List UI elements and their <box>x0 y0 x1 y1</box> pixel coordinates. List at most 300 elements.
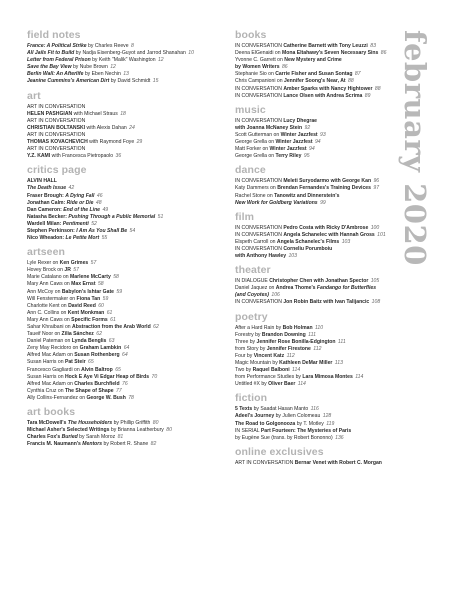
section-title: dance <box>235 164 266 177</box>
entry-text: by Saadat Hasan Manto <box>252 406 310 413</box>
toc-entry[interactable] <box>27 281 227 288</box>
page-number: 59 <box>101 295 109 302</box>
page-number: 49 <box>101 206 109 213</box>
entry-text: Save the Bay View <box>27 64 72 71</box>
page-number: 55 <box>100 235 108 242</box>
entry-text: IN CONVERSATION <box>235 85 284 92</box>
entry-text: Mentors <box>82 441 103 448</box>
page-number: 64 <box>120 352 128 359</box>
toc-entry[interactable] <box>235 278 410 285</box>
entry-text: France: A Political Strike <box>27 43 87 49</box>
entry-text: Elspeth Carroll on <box>235 238 277 245</box>
entry-text: Berlin Wall: An Afterlife <box>27 71 84 78</box>
entry-text: Sahar Khraibani on <box>27 324 73 330</box>
entry-text: by Keith "Malik" Washington <box>90 57 157 64</box>
entry-text: Charles Burchfield <box>74 380 120 387</box>
toc-entry[interactable] <box>235 325 410 332</box>
page-number: 12 <box>157 57 164 64</box>
toc-entry[interactable] <box>27 132 227 139</box>
entry-text: Specific Forms <box>71 316 108 323</box>
page-number: 136 <box>335 434 344 441</box>
entry-text: Angela Schanelec's Films <box>276 238 340 245</box>
toc-entry[interactable] <box>235 367 410 374</box>
entry-text: (and Coyotes) <box>235 292 269 299</box>
toc-entry[interactable] <box>27 260 227 267</box>
toc-entry[interactable] <box>27 57 227 64</box>
toc-entry[interactable] <box>235 139 410 146</box>
section-title: art books <box>27 406 76 419</box>
page-number: 52 <box>89 220 97 227</box>
entry-text: from Story by <box>235 345 267 352</box>
toc-entry[interactable] <box>27 185 227 192</box>
toc-entry[interactable] <box>27 359 227 366</box>
section-poetry <box>235 312 410 389</box>
entry-text: from Performance Studies by <box>235 374 303 381</box>
page-number: 8 <box>130 43 134 49</box>
toc-entry[interactable] <box>27 345 227 352</box>
toc-entry[interactable] <box>235 374 410 381</box>
toc-entry[interactable] <box>235 50 410 57</box>
entry-text: with Francesca Pietropaolo <box>50 153 115 160</box>
page-number: 60 <box>96 302 104 309</box>
page-number: 100 <box>369 224 380 231</box>
entry-text: ART IN CONVERSATION <box>27 131 86 138</box>
toc-entry[interactable] <box>235 153 410 160</box>
page-number: 13 <box>123 71 129 78</box>
toc-entry[interactable] <box>27 178 227 185</box>
toc-entry[interactable] <box>27 374 227 381</box>
entry-text: IN CONVERSATION <box>235 92 284 99</box>
entry-text: All Jails Fit to Build <box>27 50 75 57</box>
toc-entry[interactable] <box>235 285 410 292</box>
toc-entry[interactable] <box>27 214 227 221</box>
toc-entry[interactable] <box>235 353 410 360</box>
toc-entry[interactable] <box>27 111 227 118</box>
entry-text: Oliver Baer <box>268 381 296 388</box>
entry-text: Catherine Barnett with Tony Leuzzi <box>283 43 368 49</box>
page-number: 58 <box>96 281 104 288</box>
toc-entry[interactable] <box>235 78 410 85</box>
entry-text: George Grella on <box>235 153 276 160</box>
section-music <box>235 105 410 161</box>
toc-entry[interactable] <box>235 292 410 299</box>
entry-text: Daniel Jaquez on <box>235 285 276 292</box>
toc-entry[interactable] <box>235 71 410 78</box>
toc-entry[interactable] <box>27 388 227 395</box>
entry-text: Rachel Stone on <box>235 192 275 199</box>
entry-text: 5 Texts <box>235 406 253 413</box>
entry-text: Yvonne C. Garrett on <box>235 57 285 64</box>
entry-text: Jennifer Rose Bonilla-Edgington <box>256 338 336 345</box>
toc-entry[interactable] <box>27 331 227 338</box>
entry-text: New Mystery and Crime <box>284 57 342 64</box>
page-number: 63 <box>107 338 115 345</box>
section-title: film <box>235 210 255 223</box>
entry-text: ART IN CONVERSATION <box>27 117 86 124</box>
toc-entry[interactable] <box>235 225 410 232</box>
entry-text: Scott Gutterman on <box>235 131 281 138</box>
entry-text: Hock E Aye Vi Edgar Heap of Birds <box>64 373 150 380</box>
entry-text: Bernar Venet with Robert C. Morgan <box>294 459 382 466</box>
toc-entry[interactable] <box>235 346 410 353</box>
entry-text: Meleti Suryodarmo with George Kan <box>283 178 372 185</box>
section-title: critics page <box>27 164 87 177</box>
toc-entry[interactable] <box>27 381 227 388</box>
entry-text: New Work for Goldberg Variations <box>235 199 318 206</box>
entry-text: Jennifer Firestone <box>266 345 311 352</box>
toc-entry[interactable] <box>27 434 227 441</box>
section-art <box>27 91 227 161</box>
toc-entry[interactable] <box>235 421 410 428</box>
page-number: 10 <box>188 50 194 57</box>
entry-text: Pentimenti <box>62 220 89 227</box>
page-number: 86 <box>280 64 288 71</box>
page-number: 114 <box>353 374 364 381</box>
toc-entry[interactable] <box>27 441 227 448</box>
entry-text: Nico Wheadon: <box>27 235 66 242</box>
toc-entry[interactable] <box>235 43 410 50</box>
toc-entry[interactable] <box>235 246 410 253</box>
page-number: 46 <box>95 192 103 199</box>
entry-text: Stephanie Sio on <box>235 71 276 78</box>
page-number: 58 <box>111 274 119 281</box>
entry-text: Angela Schanelec with Hannah Gross <box>283 231 375 238</box>
page-number: 81 <box>117 434 124 441</box>
entry-text: Pushing Through a Public Memorial <box>68 213 156 220</box>
page-number: 108 <box>370 299 381 306</box>
entry-text: Winter Jazzfest <box>269 146 307 153</box>
page-number: 62 <box>94 331 102 338</box>
page-number: 57 <box>71 267 79 274</box>
entry-text: by Nadja Eisenberg-Guyot and Jarrod Shanahan <box>74 50 188 57</box>
toc-entry[interactable] <box>27 352 227 359</box>
toc-entry[interactable] <box>235 178 410 185</box>
entry-text: Winter Jazzfest <box>280 131 318 138</box>
page-number: 51 <box>156 213 164 220</box>
entry-text: by Eben Nechin <box>83 71 123 78</box>
section-critics-page <box>27 165 227 242</box>
entry-text: Susan Harris on <box>27 373 65 380</box>
page-number: 97 <box>371 185 380 192</box>
page-number: 88 <box>373 85 381 92</box>
entry-text: Fraser Brough: <box>27 192 66 199</box>
toc-left-column <box>27 30 227 453</box>
page-number: 112 <box>285 352 295 359</box>
toc-entry[interactable] <box>235 86 410 93</box>
toc-entry[interactable] <box>27 367 227 374</box>
entry-text: Taueif Noor on <box>27 331 62 338</box>
section-field-notes <box>27 30 227 86</box>
entry-text: Winter Jazzfest <box>275 139 313 146</box>
entry-text: The Road to Golgonooza <box>235 420 296 427</box>
toc-entry[interactable] <box>235 413 410 420</box>
entry-text: ART IN CONVERSATION <box>27 146 86 153</box>
toc-entry[interactable] <box>27 78 227 85</box>
section-online-exclusives <box>235 447 410 467</box>
entry-text: Adeel's Journey <box>235 413 275 420</box>
entry-text: After a Hard Rain by <box>235 324 283 331</box>
toc-entry[interactable] <box>27 71 227 78</box>
entry-text: Lucy Dhegrae <box>283 117 317 124</box>
entry-text: Mary Ann Caws on <box>27 316 72 323</box>
toc-entry[interactable] <box>27 50 227 57</box>
page-number: 113 <box>333 360 343 366</box>
entry-text: with Alexis Dahan <box>85 124 129 131</box>
entry-text: Four by <box>235 352 254 359</box>
section-title: fiction <box>235 392 268 405</box>
issue-masthead <box>398 30 438 310</box>
entry-text: George W. Bush <box>86 394 126 401</box>
entry-text: Hovey Brock on <box>27 267 65 274</box>
entry-text: by Sarah Moroz <box>77 434 117 441</box>
section-film <box>235 212 410 260</box>
entry-text: Andrea Thome's <box>275 285 317 292</box>
page-number: 94 <box>313 139 321 146</box>
section-dance <box>235 165 410 206</box>
entry-text: Le Petite Mort <box>65 235 100 242</box>
entry-text: Alfred Mac Adam on <box>27 380 75 387</box>
toc-entry[interactable] <box>235 428 410 435</box>
toc-entry[interactable] <box>235 339 410 346</box>
page-number: 119 <box>326 420 335 427</box>
entry-text: Susan Rothenberg <box>74 352 120 359</box>
toc-entry[interactable] <box>27 153 227 160</box>
entry-text: Kathleen DeMar Miller <box>279 360 333 366</box>
section-books <box>235 30 410 100</box>
page-number: 103 <box>287 253 297 260</box>
entry-text: Alfred Mac Adam on <box>27 352 75 359</box>
entry-text: Part Fourteen: The Mysteries of Paris <box>260 427 352 434</box>
page-number: 93 <box>318 131 326 138</box>
page-number: 76 <box>120 380 128 387</box>
toc-entry[interactable] <box>235 93 410 100</box>
entry-text: Untitled #X by <box>235 381 269 388</box>
toc-entry[interactable] <box>235 435 410 442</box>
toc-entry[interactable] <box>235 406 410 413</box>
entry-text: Bob Holman <box>282 324 313 331</box>
toc-entry[interactable] <box>235 118 410 125</box>
toc-entry[interactable] <box>27 193 227 200</box>
page-number: 94 <box>307 146 315 153</box>
entry-text: IN CONVERSATION <box>235 231 284 238</box>
toc-entry[interactable] <box>235 132 410 139</box>
entry-text: Two by <box>235 367 253 374</box>
toc-entry[interactable] <box>235 239 410 246</box>
entry-text: Pat Steir <box>64 359 86 366</box>
entry-text: A Dying Fall <box>65 192 95 199</box>
page-number: 36 <box>115 153 122 160</box>
entry-text: Lance Olsen with Andrea Scrima <box>283 92 363 99</box>
page-number: 114 <box>290 367 301 374</box>
page-number: 80 <box>152 420 159 427</box>
toc-entry[interactable] <box>235 57 410 64</box>
entry-text: Charlotte Kent on <box>27 302 69 309</box>
toc-entry[interactable] <box>27 338 227 345</box>
toc-entry[interactable] <box>27 395 227 402</box>
entry-text: Jennifer Soong's Near, At <box>283 78 346 85</box>
toc-entry[interactable] <box>235 125 410 132</box>
toc-entry[interactable] <box>235 460 410 467</box>
page-number: 29 <box>136 139 143 146</box>
page-number: 15 <box>152 78 159 85</box>
page-number: 101 <box>375 231 386 238</box>
toc-entry[interactable] <box>27 104 227 111</box>
entry-text: Michael Asher's Selected Writings <box>27 427 110 434</box>
section-title: theater <box>235 264 271 277</box>
entry-text: Francis M. Naumann's <box>27 441 83 448</box>
toc-entry[interactable] <box>27 221 227 228</box>
entry-text: Tara McDowell's <box>27 420 68 427</box>
entry-text: Zilia Sánchez <box>61 331 94 338</box>
page-number: 111 <box>306 331 316 338</box>
page-number: 128 <box>322 413 332 420</box>
page-number: 24 <box>129 124 135 131</box>
toc-right-column <box>235 30 410 472</box>
entry-text: THOMAS KOVACHEVICH <box>27 139 88 146</box>
page-number: 83 <box>368 43 376 49</box>
toc-entry[interactable] <box>27 125 227 132</box>
toc-entry[interactable] <box>235 185 410 192</box>
entry-text: ART IN CONVERSATION <box>235 459 295 466</box>
page-number: 95 <box>302 153 310 160</box>
page-number: 112 <box>311 345 322 352</box>
entry-text: Jon Robin Baitz with Ivan Talijancic <box>283 299 370 306</box>
toc-entry[interactable] <box>235 200 410 207</box>
entry-text: David Reed <box>68 302 96 309</box>
toc-entry[interactable] <box>27 43 227 50</box>
entry-text: by Charles Reeve <box>86 43 130 49</box>
page-number: 65 <box>113 366 121 373</box>
entry-text: Three by <box>235 338 257 345</box>
toc-entry[interactable] <box>27 200 227 207</box>
entry-text: by Julien Colomeau <box>274 413 322 420</box>
entry-text: Corneliu Porumboiu <box>283 245 333 252</box>
page-number: 105 <box>369 278 380 285</box>
toc-entry[interactable] <box>27 207 227 214</box>
entry-text: Kent Monkman <box>67 309 105 316</box>
page-number: 62 <box>151 324 159 330</box>
entry-text: IN CONVERSATION <box>235 43 284 49</box>
entry-text: Letter from Federal Prison <box>27 57 91 64</box>
toc-entry[interactable] <box>235 253 410 260</box>
toc-entry[interactable] <box>27 274 227 281</box>
entry-text: Amber Sparks with Nancy Hightower <box>283 85 373 92</box>
section-title: books <box>235 29 267 41</box>
entry-text: Susan Harris on <box>27 359 65 366</box>
entry-text: Pedro Costa with Ricky D'Ambrose <box>283 224 369 231</box>
entry-text: with Joanna McNaney Stein <box>235 124 303 131</box>
entry-text: The Death Issue <box>27 185 67 192</box>
page-number: 86 <box>379 50 387 57</box>
page-number: 61 <box>105 309 113 316</box>
entry-text: I Am As You Shall Be <box>76 227 128 234</box>
toc-entry[interactable] <box>27 303 227 310</box>
entry-text: Raquel Balboni <box>252 367 290 374</box>
page-number: 82 <box>150 441 157 448</box>
toc-entry[interactable] <box>235 360 410 367</box>
toc-entry[interactable] <box>27 324 227 331</box>
toc-entry[interactable] <box>235 193 410 200</box>
entry-text: Mary Ann Caws on <box>27 281 72 288</box>
toc-entry[interactable] <box>235 332 410 339</box>
entry-text: Babylon's Ishtar Gate <box>61 288 114 295</box>
page-number: 92 <box>303 124 311 131</box>
entry-text: by Nube Brown <box>71 64 110 71</box>
entry-text: Terry Riley <box>275 153 302 160</box>
toc-entry[interactable] <box>235 64 410 71</box>
entry-text: IN CONVERSATION <box>235 299 284 306</box>
entry-text: The Householders <box>67 420 113 427</box>
entry-text: Christopher Chen with Jonathan Spector <box>269 278 369 285</box>
entry-text: IN CONVERSATION <box>235 245 284 252</box>
page-number: 114 <box>296 381 306 388</box>
page-number: 111 <box>336 338 346 345</box>
entry-text: Cynthia Cruz on <box>27 387 65 394</box>
page-number: 48 <box>94 199 102 206</box>
entry-text: Daniel Pateman on <box>27 338 72 345</box>
page-number: 61 <box>108 316 116 323</box>
toc-entry[interactable] <box>27 146 227 153</box>
page-number: 78 <box>126 394 134 401</box>
toc-entry[interactable] <box>27 118 227 125</box>
entry-text: Forestry by <box>235 331 262 338</box>
entry-text: with Michael Straus <box>72 110 120 117</box>
toc-entry[interactable] <box>235 232 410 239</box>
section-title: online exclusives <box>235 445 324 458</box>
toc-entry[interactable] <box>27 420 227 427</box>
page-number: 106 <box>269 292 280 299</box>
toc-entry[interactable] <box>27 235 227 242</box>
entry-text: by David Schmidt <box>109 78 152 85</box>
entry-text: George Grella on <box>235 139 276 146</box>
page-number: 59 <box>115 288 123 295</box>
page-number: 110 <box>313 324 324 331</box>
entry-text: The Shape of Shape <box>64 387 114 394</box>
entry-text: Max Ernst <box>71 281 96 288</box>
entry-text: Lynda Benglis <box>71 338 107 345</box>
entry-text: Stephen Perkinson: <box>27 227 77 234</box>
toc-entry[interactable] <box>235 381 410 388</box>
toc-entry[interactable] <box>27 267 227 274</box>
entry-text: Ally Collins-Fernandez on <box>27 394 87 401</box>
toc-entry[interactable] <box>27 317 227 324</box>
page-number: 116 <box>310 406 319 413</box>
toc-entry[interactable] <box>27 64 227 71</box>
entry-text: Marie Catalano on <box>27 274 71 281</box>
toc-entry[interactable] <box>235 146 410 153</box>
toc-entry[interactable] <box>27 310 227 317</box>
entry-text: HELEN PASHGIAN <box>27 110 73 117</box>
entry-text: IN CONVERSATION <box>235 224 284 231</box>
toc-entry[interactable] <box>27 228 227 235</box>
toc-entry[interactable] <box>27 289 227 296</box>
entry-text: Francesco Gagliardi on <box>27 366 82 373</box>
toc-entry[interactable] <box>27 296 227 303</box>
toc-entry[interactable] <box>27 139 227 146</box>
entry-text: End of the Line <box>63 206 101 213</box>
toc-entry[interactable] <box>27 427 227 434</box>
section-artseen <box>27 247 227 402</box>
page-number: 64 <box>122 345 130 352</box>
entry-text: Fiona Tan <box>76 295 101 302</box>
entry-text: JR <box>64 267 71 274</box>
toc-entry[interactable] <box>235 299 410 306</box>
entry-text: Tanowitz and Dinnerstein's <box>274 192 340 199</box>
entry-text: Zeny May Recidoro on <box>27 345 80 352</box>
section-theater <box>235 265 410 306</box>
entry-text: Fandango for Butterflies <box>316 285 377 292</box>
entry-text: Wardell Milan: <box>27 220 63 227</box>
